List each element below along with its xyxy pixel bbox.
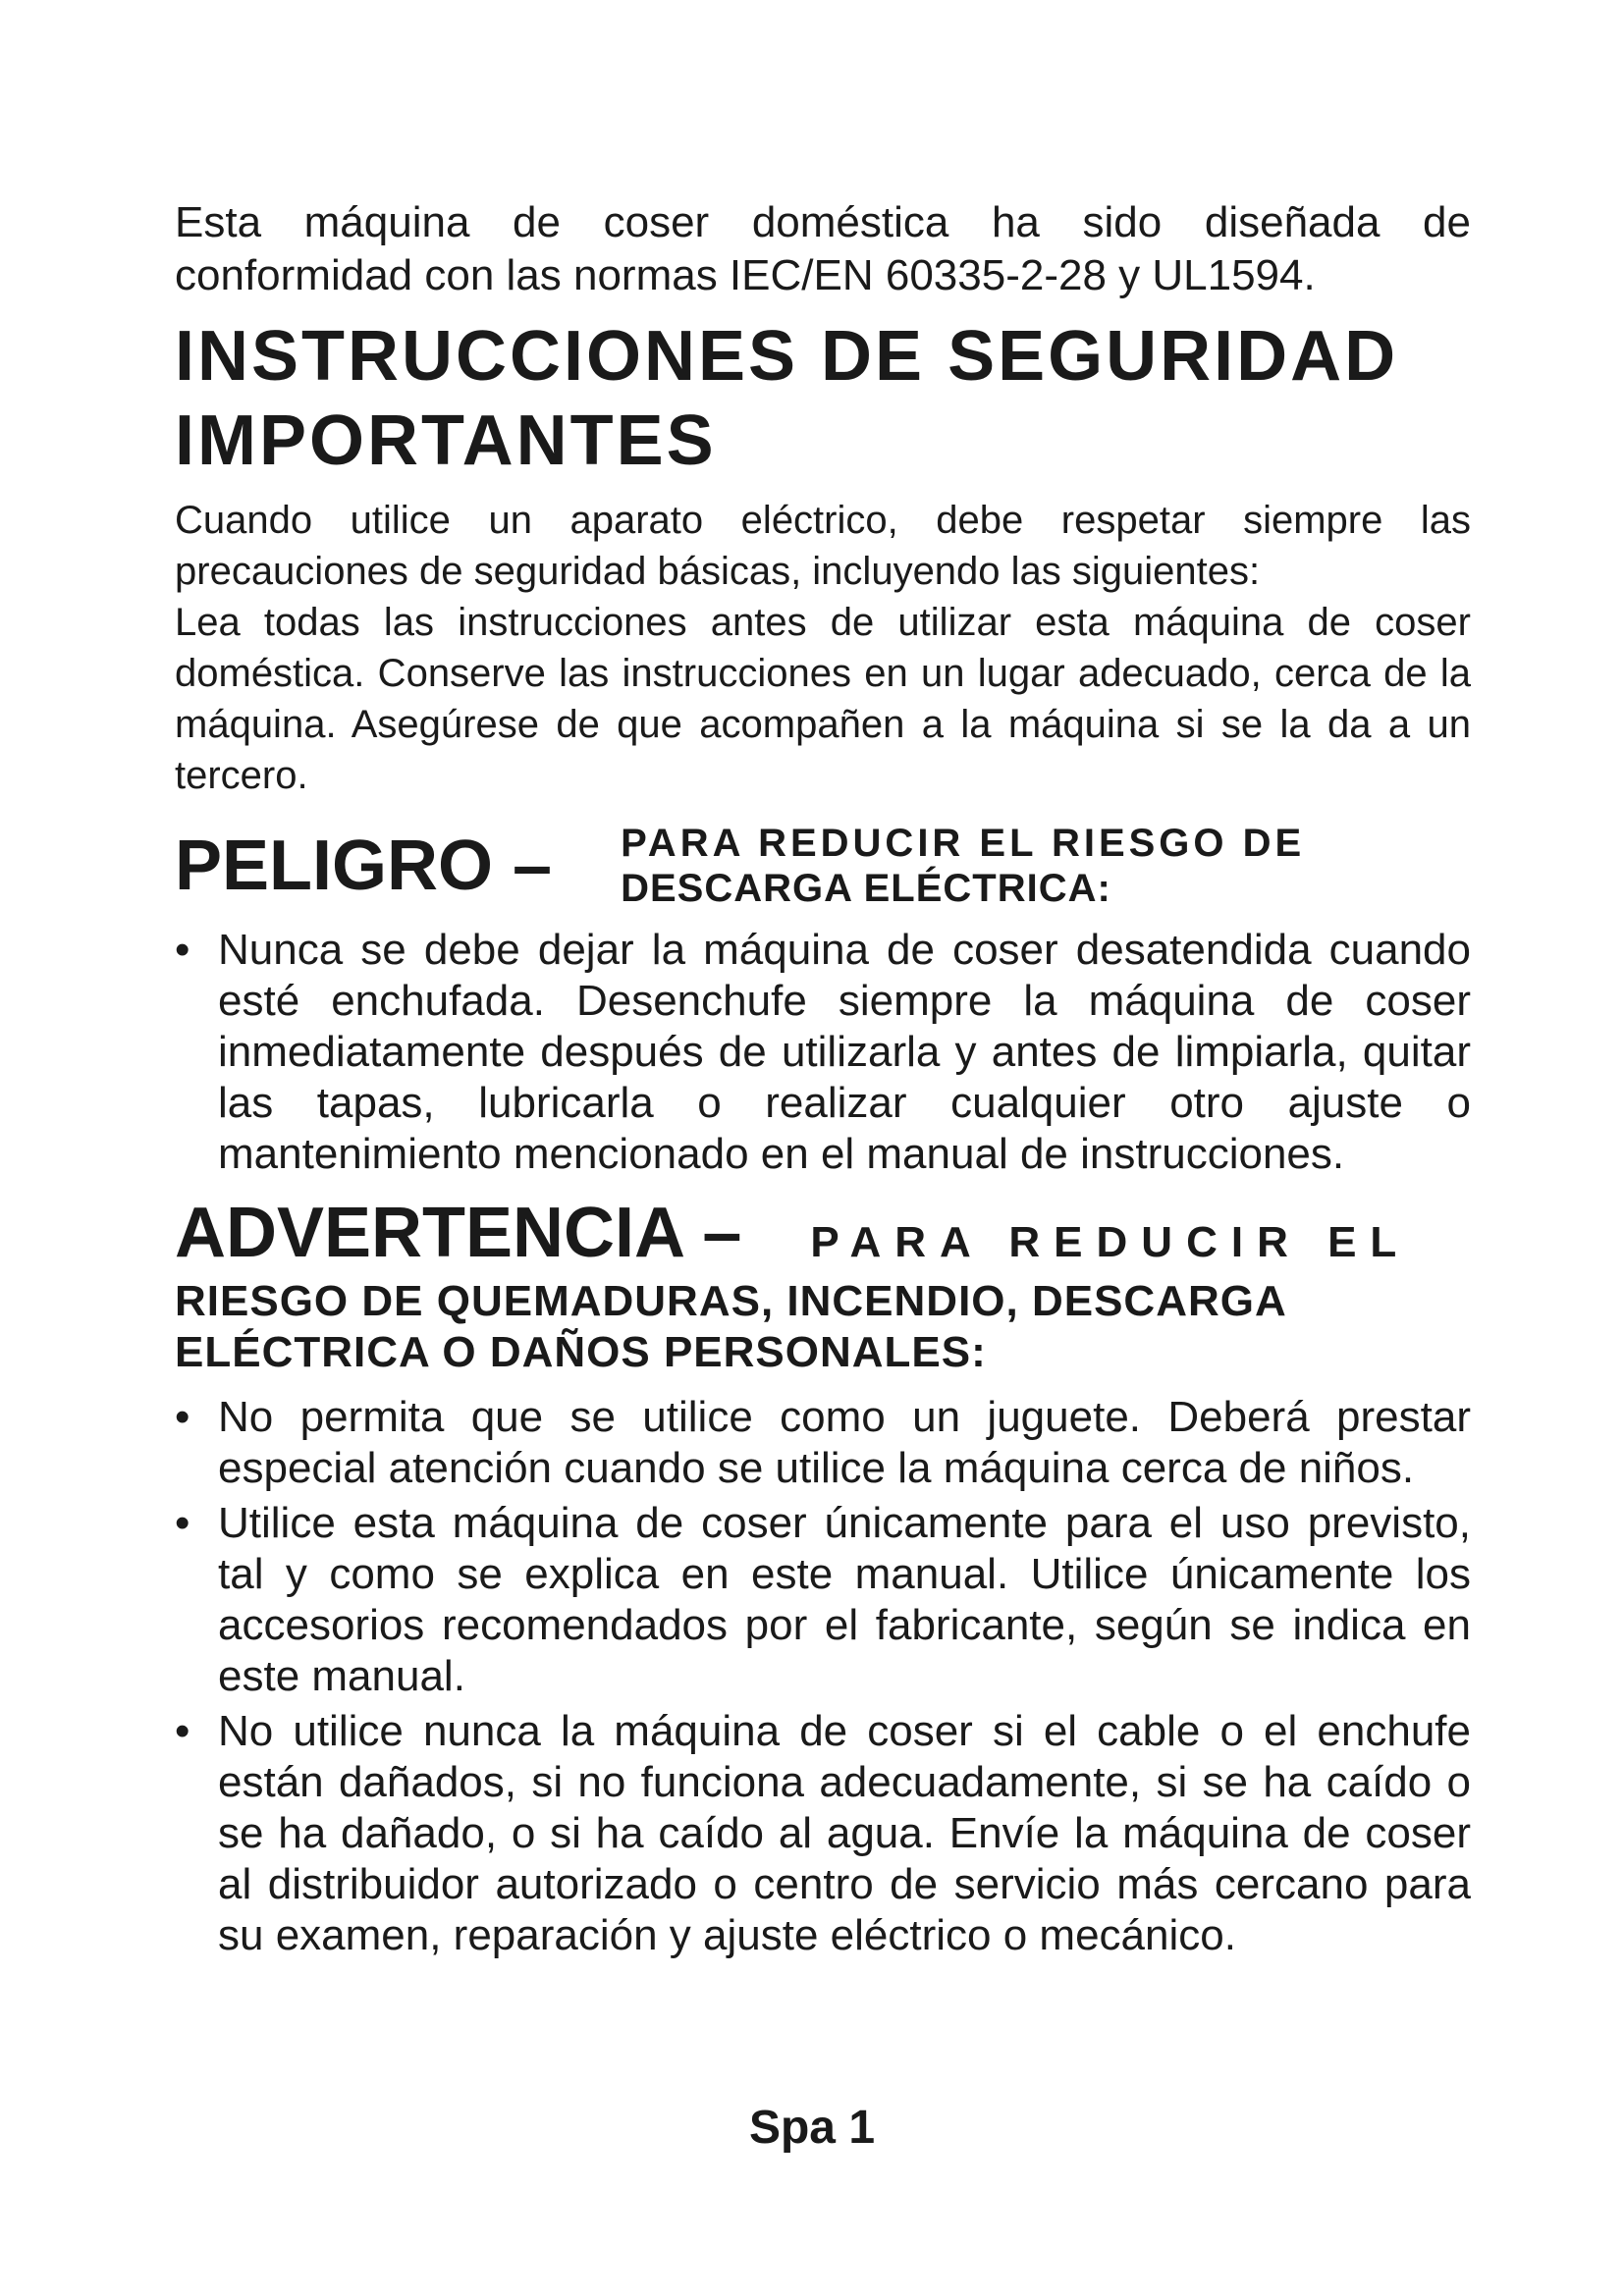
page-number: Spa 1 <box>748 2102 876 2154</box>
list-item-text: Utilice esta máquina de coser únicamente para el uso previsto, tal y como se explica en este manual. Utilice únicamente los accesorios recomendados por el fabricante, según se indica en este manual. <box>218 1499 1471 1700</box>
list-item-text: No utilice nunca la máquina de coser si el cable o el enchufe están dañados, si no funciona adecuadamente, si se ha caído o se ha dañado, o si ha caído al agua. Envíe la máquina de coser al distribuidor autorizado o centro de servicio más cercano para su examen, reparación y ajuste eléctrico o mecánico. <box>218 1707 1471 1959</box>
page-title: INSTRUCCIONES DE SEGURIDAD IMPORTANTES <box>175 317 1399 480</box>
warning-subtitle-inline: PARA REDUCIR EL <box>810 1218 1411 1266</box>
list-item <box>175 1498 1471 1702</box>
danger-subtitle-line1: PARA REDUCIR EL RIESGO DE <box>621 822 1306 865</box>
danger-subtitle <box>552 821 1305 911</box>
danger-heading <box>175 821 1471 911</box>
intro-text: Esta máquina de coser doméstica ha sido diseñada de conformidad con las normas IEC/EN 60335-2-28 y UL1594. <box>175 198 1471 299</box>
paragraph-read-instructions: Lea todas las instrucciones antes de utilizar esta máquina de coser doméstica. Conserve las instrucciones en un lugar adecuado, cerca de la máquina. Asegúrese de que acompañen a la máquina si se la da a un tercero. <box>175 601 1471 797</box>
bullet-icon: • <box>175 1499 190 1547</box>
list-item <box>175 1392 1471 1494</box>
page-content <box>175 196 1471 1965</box>
danger-label: PELIGRO – <box>175 827 553 905</box>
warning-label: ADVERTENCIA – <box>175 1194 742 1272</box>
list-item <box>175 1706 1471 1961</box>
warning-bullet-list <box>175 1392 1471 1961</box>
danger-subtitle-line2: DESCARGA ELÉCTRICA: <box>621 867 1111 910</box>
list-item <box>175 925 1471 1180</box>
bullet-icon: • <box>175 926 190 974</box>
danger-bullet-list <box>175 925 1471 1180</box>
bullet-icon: • <box>175 1707 190 1755</box>
list-item-text: No permita que se utilice como un juguete. Deberá prestar especial atención cuando se utilice la máquina cerca de niños. <box>218 1393 1471 1492</box>
bullet-icon: • <box>175 1393 190 1441</box>
warning-heading <box>175 1194 1471 1272</box>
warning-subtitle-continued: RIESGO DE QUEMADURAS, INCENDIO, DESCARGA ELÉCTRICA O DAÑOS PERSONALES: <box>175 1277 1286 1376</box>
paragraph-precautions: Cuando utilice un aparato eléctrico, debe respetar siempre las precauciones de seguridad básicas, incluyendo las siguientes: <box>175 499 1471 593</box>
list-item-text: Nunca se debe dejar la máquina de coser desatendida cuando esté enchufada. Desenchufe siempre la máquina de coser inmediatamente después de utilizarla y antes de limpiarla, quitar las tapas, lubricarla o realizar cualquier otro ajuste o mantenimiento mencionado en el manual de instrucciones. <box>218 926 1471 1178</box>
